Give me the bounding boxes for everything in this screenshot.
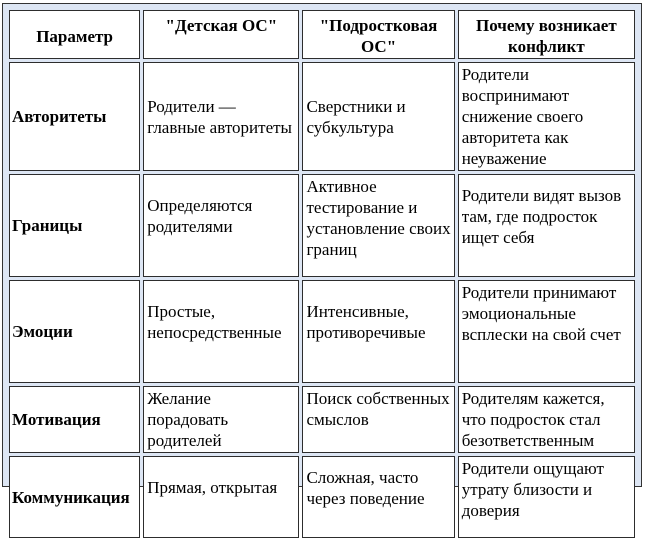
row-parameter: Авторитеты	[9, 62, 140, 171]
conflict-reason-cell: Родители видят вызов там, где подросток ищет себя	[458, 174, 635, 277]
header-parameter: Параметр	[9, 10, 140, 59]
row-parameter: Мотивация	[9, 386, 140, 453]
child-os-cell: Простые, непосредственные	[143, 280, 299, 383]
comparison-table-frame	[2, 3, 642, 520]
row-parameter: Эмоции	[9, 280, 140, 383]
child-os-cell: Желание порадовать родителей	[143, 386, 299, 453]
table-row	[9, 62, 635, 171]
teen-os-cell: Сложная, часто через поведение	[302, 456, 454, 538]
conflict-reason-cell: Родителям кажется, что подросток стал безответственным	[458, 386, 635, 453]
conflict-reason-cell: Родители воспринимают снижение своего авторитета как неуважение	[458, 62, 635, 171]
child-os-cell: Родители — главные авторитеты	[143, 62, 299, 171]
teen-os-cell: Активное тестирование и установление своих границ	[302, 174, 454, 277]
comparison-table	[6, 7, 638, 541]
row-parameter: Коммуникация	[9, 456, 140, 538]
child-os-cell: Определяются родителями	[143, 174, 299, 277]
child-os-cell: Прямая, открытая	[143, 456, 299, 538]
row-parameter: Границы	[9, 174, 140, 277]
header-teen-os: "Подростковая ОС"	[302, 10, 454, 59]
table-row	[9, 386, 635, 453]
header-conflict-reason: Почему возникает конфликт	[458, 10, 635, 59]
teen-os-cell: Интенсивные, противоречивые	[302, 280, 454, 383]
teen-os-cell: Сверстники и субкультура	[302, 62, 454, 171]
table-row	[9, 280, 635, 383]
conflict-reason-cell: Родители принимают эмоциональные всплески на свой счет	[458, 280, 635, 383]
header-child-os: "Детская ОС"	[143, 10, 299, 59]
table-header-row	[9, 10, 635, 59]
table-row	[9, 174, 635, 277]
teen-os-cell: Поиск собственных смыслов	[302, 386, 454, 453]
table-row	[9, 456, 635, 538]
conflict-reason-cell: Родители ощущают утрату близости и доверия	[458, 456, 635, 538]
